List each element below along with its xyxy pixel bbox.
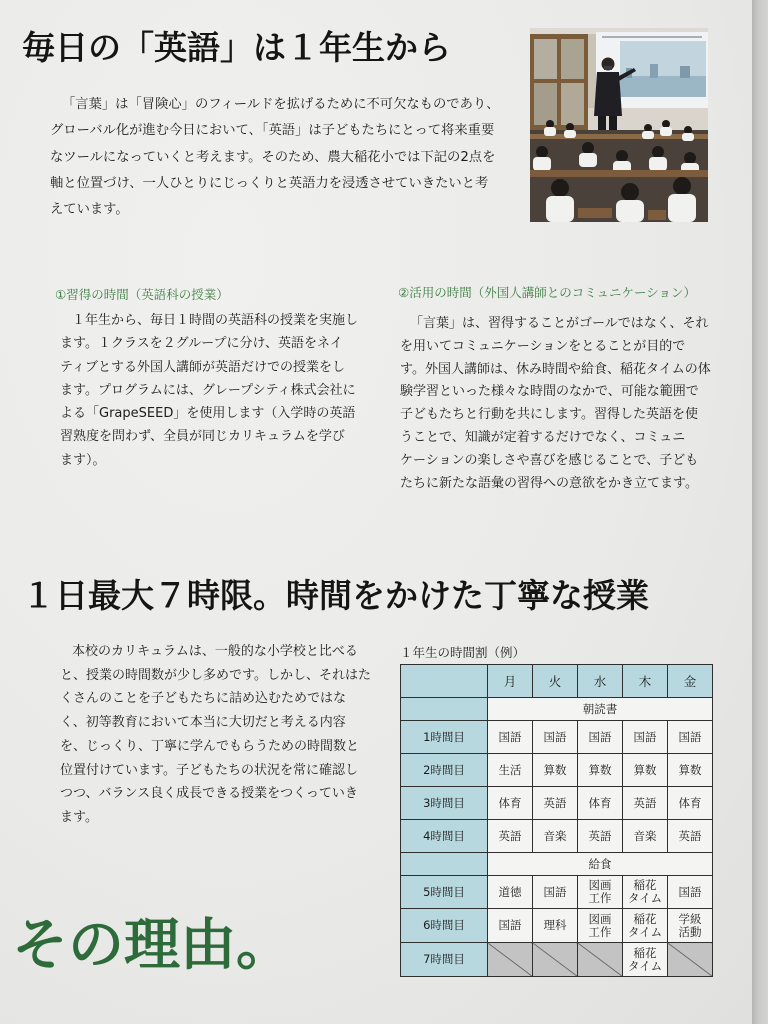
intro-paragraph [50,92,499,223]
closing-headline: その理由。 [12,913,292,978]
subject-cell: 稲花 タイム [623,876,668,909]
schedule-title: １日最大７時限。時間をかけた丁寧な授業 [22,576,649,615]
subject-cell: 英語 [488,820,533,853]
day-header-wed: 水 [578,665,623,698]
band-label-cell [401,698,488,721]
acquisition-heading: ①習得の時間（英語科の授業） [55,287,229,302]
timetable-row-period-3 [401,787,713,820]
subject-cell: 算数 [533,754,578,787]
subject-cell: 音楽 [533,820,578,853]
subject-cell: 体育 [578,787,623,820]
schedule-line: ます。 [60,809,98,825]
day-header-mon: 月 [488,665,533,698]
application-line: ケーションの楽しさや喜びを感じることで、子ども [400,452,699,468]
subject-cell: 算数 [578,754,623,787]
timetable-row-period-5 [401,876,713,909]
timetable-row-period-6 [401,909,713,943]
schedule-line: くさんのことを子どもたちに詰め込むためではな [60,691,347,707]
timetable-band-row-morning-reading [401,698,713,721]
subject-cell: 学級 活動 [668,909,713,943]
day-header-thu: 木 [623,665,668,698]
intro-line: 「言葉」は「冒険心」のフィールドを拡げるために不可欠なものであり、 [62,97,500,112]
no-class-cell [578,943,623,977]
subject-cell: 算数 [623,754,668,787]
subject-cell: 英語 [533,787,578,820]
period-label: 4時間目 [401,820,488,853]
intro-line: えています。 [50,202,129,218]
timetable [400,664,713,977]
subject-cell: 図画 工作 [578,876,623,909]
acquisition-line: ます。１クラスを２グループに分け、英語をネイ [60,336,343,352]
subject-cell: 国語 [668,721,713,754]
application-line: 験学習といった様々な時間のなかで、可能な範囲で [400,384,699,400]
acquisition-line: ます）。 [60,452,106,468]
period-label: 7時間目 [401,943,488,977]
schedule-line: と、授業の時間数が少し多めです。しかし、それはた [60,667,371,683]
subject-cell: 体育 [668,787,713,820]
subject-cell: 算数 [668,754,713,787]
schedule-paragraph [60,640,371,830]
acquisition-line: 習熟度を問わず、全員が同じカリキュラムを学び [60,429,345,445]
schedule-line: く、初等教育において本当に大切だと考える内容 [60,715,346,731]
application-line: す。外国人講師は、休み時間や給食、稲花タイムの体 [400,361,711,377]
subject-cell: 図画 工作 [578,909,623,943]
subject-cell: 国語 [488,721,533,754]
no-class-cell [668,943,713,977]
period-label: 3時間目 [401,787,488,820]
subject-cell: 稲花 タイム [623,943,668,977]
classroom-photo [530,28,708,222]
subject-cell: 国語 [488,909,533,943]
intro-line: グローバル化が進む今日において、「英語」は子どもたちにとって将来重要 [50,123,495,139]
acquisition-line: よる「GrapeSEED」を使用します（入学時の英語 [60,406,356,422]
classroom-photo-image [530,28,708,222]
subject-cell: 理科 [533,909,578,943]
application-line: 「言葉」は、習得することがゴールではなく、それ [410,316,709,331]
timetable-row-period-2 [401,754,713,787]
page-edge-shadow [752,0,768,1024]
subject-cell: 英語 [668,820,713,853]
subject-cell: 国語 [668,876,713,909]
application-line: 子どもたちと行動を共にします。習得した英語を使 [400,407,698,423]
timetable-title: １年生の時間割（例） [400,645,526,660]
schedule-line: 本校のカリキュラムは、一般的な小学校と比べる [72,644,358,659]
subject-cell: 音楽 [623,820,668,853]
period-label: 1時間目 [401,721,488,754]
application-line: たちに新たな語彙の習得への意欲をかき立てます。 [400,475,698,491]
subject-cell: 国語 [623,721,668,754]
subject-cell: 国語 [533,721,578,754]
timetable-header-row [401,665,713,698]
no-class-cell [488,943,533,977]
day-header-tue: 火 [533,665,578,698]
acquisition-paragraph [60,309,358,472]
band-label-cell [401,853,488,876]
band-lunch: 給食 [488,853,713,876]
band-morning-reading: 朝読書 [488,698,713,721]
subject-cell: 英語 [623,787,668,820]
subject-cell: 生活 [488,754,533,787]
page-title: 毎日の「英語」は１年生から [22,28,451,67]
no-class-cell [533,943,578,977]
schedule-line: を、じっくり、丁寧に学んでもらうための時間数と [60,738,360,754]
day-header-fri: 金 [668,665,713,698]
subject-cell: 体育 [488,787,533,820]
schedule-line: 位置付けています。子どもたちの状況を常に確認し [60,762,358,778]
timetable-corner-cell [401,665,488,698]
subject-cell: 道徳 [488,876,533,909]
period-label: 5時間目 [401,876,488,909]
subject-cell: 国語 [533,876,578,909]
acquisition-line: ます。プログラムには、グレープシティ株式会社に [60,382,356,398]
period-label: 6時間目 [401,909,488,943]
schedule-line: つつ、バランス良く成長できる授業をつくっていき [60,786,358,802]
subject-cell: 英語 [578,820,623,853]
timetable-row-period-4 [401,820,713,853]
subject-cell: 稲花 タイム [623,909,668,943]
application-heading: ②活用の時間（外国人講師とのコミュニケーション） [398,285,696,300]
intro-line: 軸と位置づけ、一人ひとりにじっくりと英語力を浸透させていきたいと考 [50,175,489,191]
application-line: を用いてコミュニケーションをとることが目的で [400,338,686,354]
intro-line: なツールになっていくと考えます。そのため、農大稲花小では下記の2点を [50,149,496,165]
subject-cell: 国語 [578,721,623,754]
application-line: うことで、知識が定着するだけでなく、コミュニ [400,429,686,445]
acquisition-line: ティブとする外国人講師が英語だけでの授業をし [60,359,345,375]
timetable-band-row-lunch [401,853,713,876]
acquisition-line: １年生から、毎日１時間の英語科の授業を実施し [72,313,359,328]
timetable-row-period-7 [401,943,713,977]
application-paragraph [400,313,711,495]
period-label: 2時間目 [401,754,488,787]
timetable-row-period-1 [401,721,713,754]
